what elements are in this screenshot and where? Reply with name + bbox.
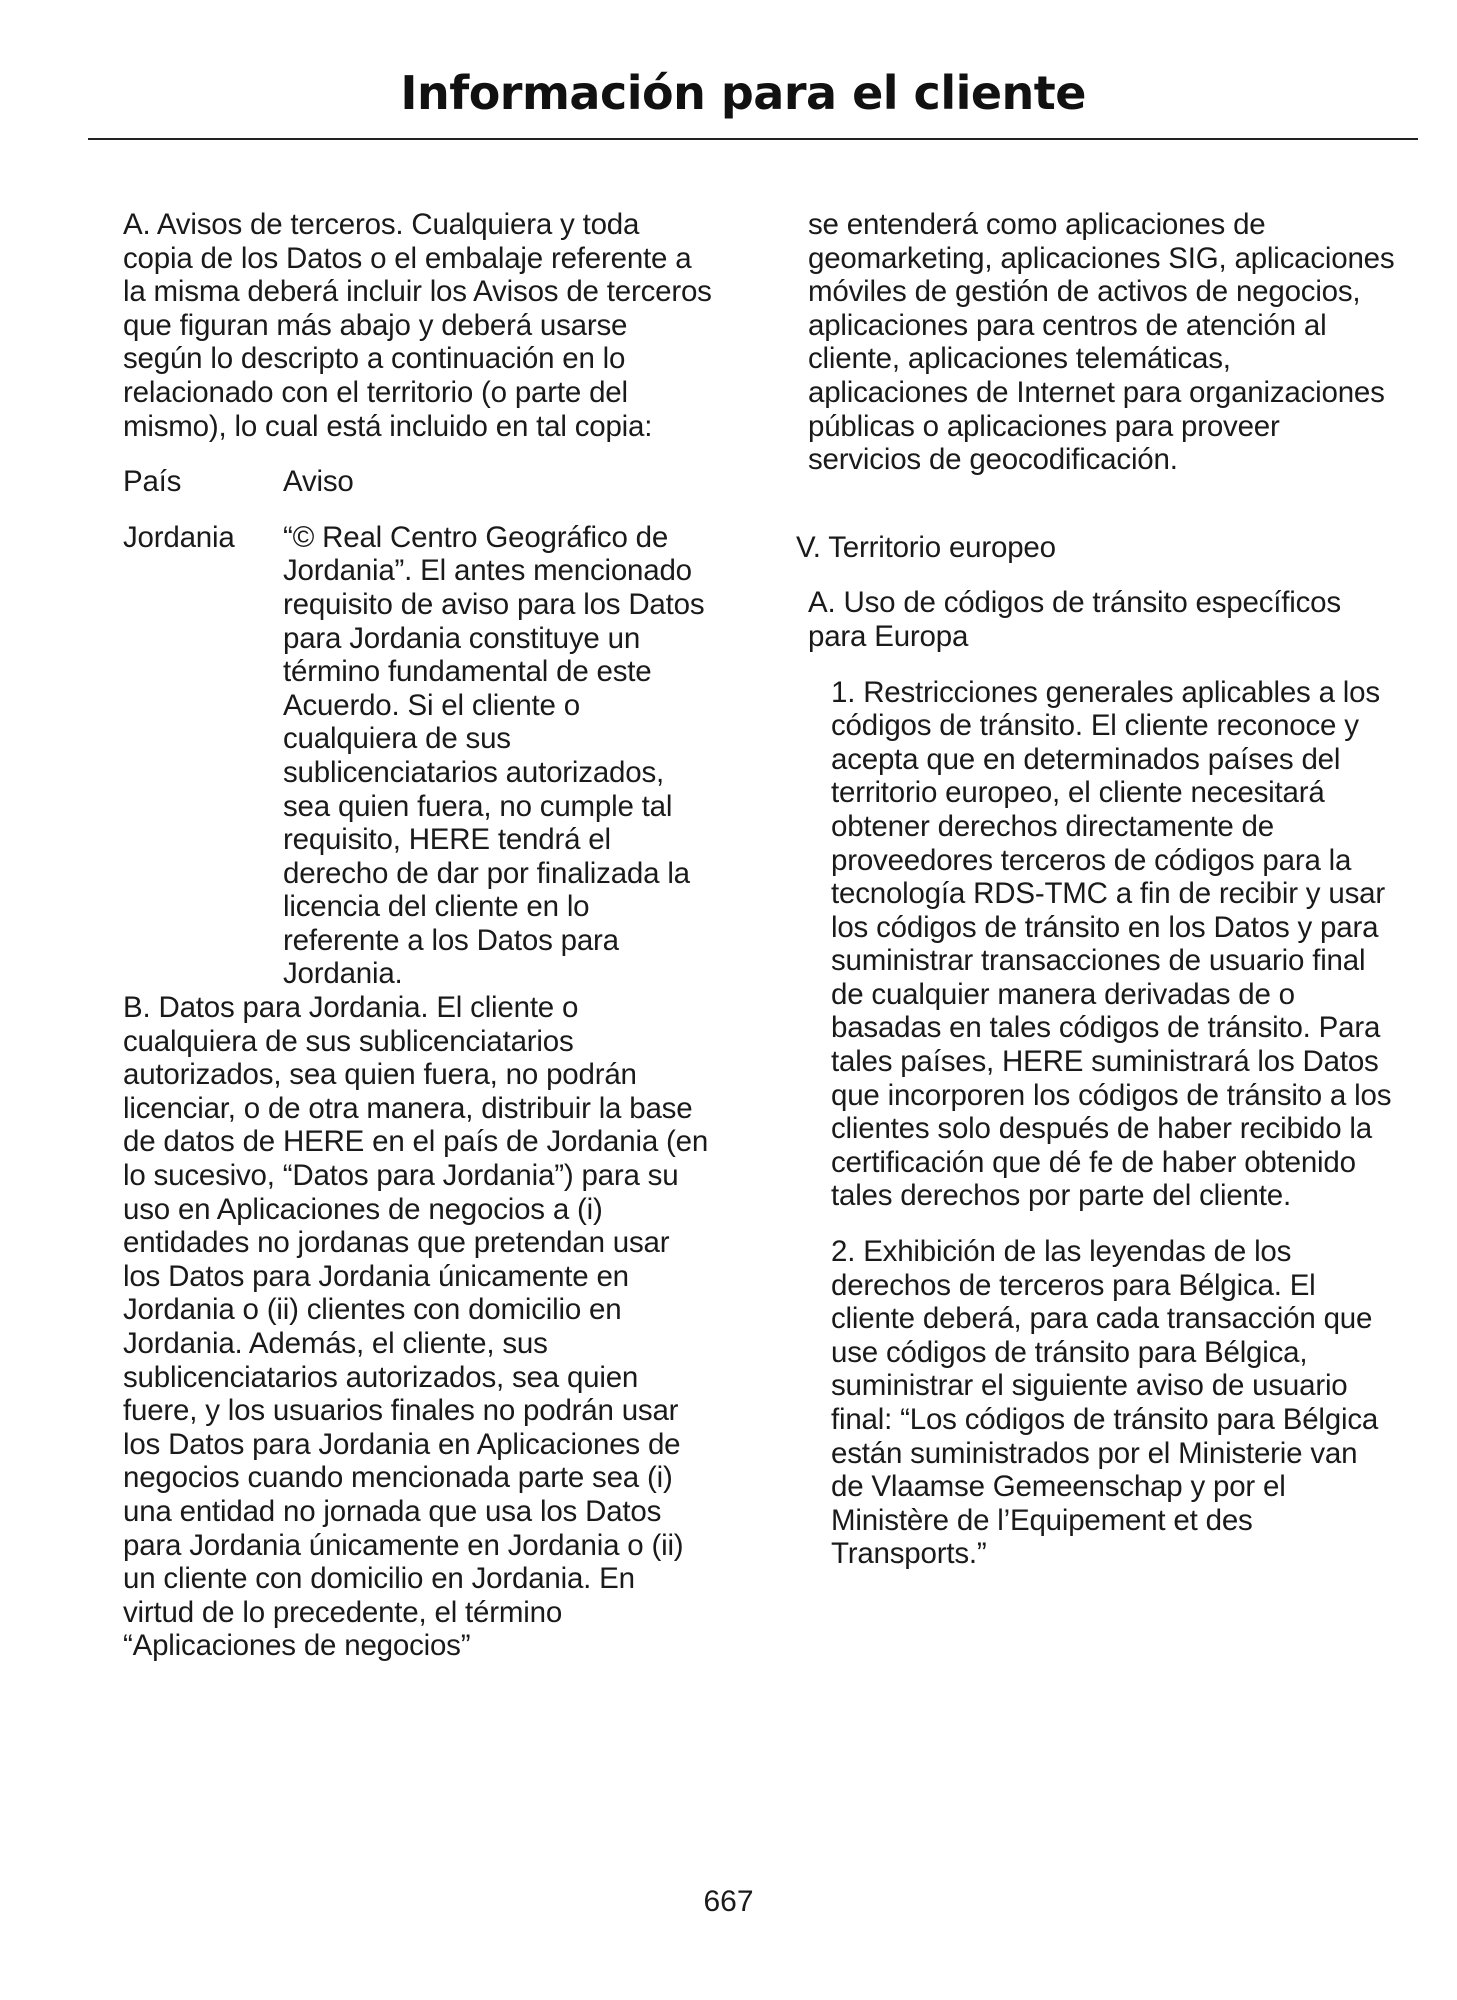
- item-2-belgium-notice: 2. Exhibición de las leyendas de los derechos de terceros para Bélgica. El cliente deberá, para cada transacción que use códigos de tránsito para Bélgica, suministrar el siguiente aviso de usuario final: “Los códigos de tránsito para Bélgica están suministrados por el Ministerie van de Vlaamse Gemeenschap y por el Ministère de l’Equipement et des Transports.”: [831, 1235, 1379, 1571]
- section-heading-european-territory: V. Territorio europeo: [796, 530, 1056, 564]
- item-1-general-restrictions: 1. Restricciones generales aplicables a los códigos de tránsito. El cliente reconoce y acepta que en determinados países del territorio europeo, el cliente necesitará obtener derechos directamente de proveedores terceros de códigos para la tecnología RDS-TMC a fin de recibir y usar los códigos de tránsito en los Datos y para suministrar transacciones de usuario final de cualquier manera derivadas de o basadas en tales códigos de tránsito. Para tales países, HERE suministrará los Datos que incorporen los códigos de tránsito a los clientes solo después de haber recibido la certificación que dé fe de haber obtenido tales derechos por parte del cliente.: [831, 675, 1392, 1213]
- column-header-notice: Aviso: [283, 465, 354, 499]
- right-column: [796, 208, 1396, 1571]
- notice-table-header: [123, 465, 713, 499]
- notice-table: [123, 465, 713, 991]
- third-party-notices-intro: A. Avisos de terceros. Cualquiera y toda copia de los Datos o el embalaje referente a la misma deberá incluir los Avisos de terceros que figuran más abajo y deberá usarse según lo descripto a continuación en lo relacionado con el territorio (o parte del mismo), lo cual está incluido en tal copia:: [123, 208, 712, 443]
- table-row: [123, 521, 713, 991]
- page-number: 667: [703, 1885, 754, 1918]
- section-b-jordan-data: B. Datos para Jordania. El cliente o cualquiera de sus sublicenciatarios autorizados, sea quien fuera, no podrán licenciar, o de otra manera, distribuir la base de datos de HERE en el país de Jordania (en lo sucesivo, “Datos para Jordania”) para su uso en Aplicaciones de negocios a (i) entidades no jordanas que pretendan usar los Datos para Jordania únicamente en Jordania o (ii) clientes con domicilio en Jordania. Además, el cliente, sus sublicenciatarios autorizados, sea quien fuere, y los usuarios finales no podrán usar los Datos para Jordania en Aplicaciones de negocios cuando mencionada parte sea (i) una entidad no jornada que usa los Datos para Jordania únicamente en Jordania o (ii) un cliente con domicilio en Jordania. En virtud de lo precedente, el término “Aplicaciones de negocios”: [123, 991, 709, 1663]
- subsection-a-traffic-codes: A. Uso de códigos de tránsito específicos para Europa: [808, 586, 1341, 653]
- left-column: [123, 208, 713, 1663]
- page-title: Información para el cliente: [400, 66, 1086, 120]
- page-header: [88, 58, 1418, 140]
- column-header-country: País: [123, 465, 182, 499]
- business-applications-continuation: se entenderá como aplicaciones de geomarketing, aplicaciones SIG, aplicaciones móviles de gestión de activos de negocios, aplicaciones para centros de atención al cliente, aplicaciones telemáticas, aplicaciones de Internet para organizaciones públicas o aplicaciones para proveer servicios de geocodificación.: [808, 208, 1395, 477]
- row-country: Jordania: [123, 520, 235, 554]
- row-notice: “© Real Centro Geográfico de Jordania”. El antes mencionado requisito de aviso para los Datos para Jordania constituye un término fundamental de este Acuerdo. Si el cliente o cualquiera de sus sublicenciatarios autorizados, sea quien fuera, no cumple tal requisito, HERE tendrá el derecho de dar por finalizada la licencia del cliente en lo referente a los Datos para Jordania.: [283, 520, 705, 991]
